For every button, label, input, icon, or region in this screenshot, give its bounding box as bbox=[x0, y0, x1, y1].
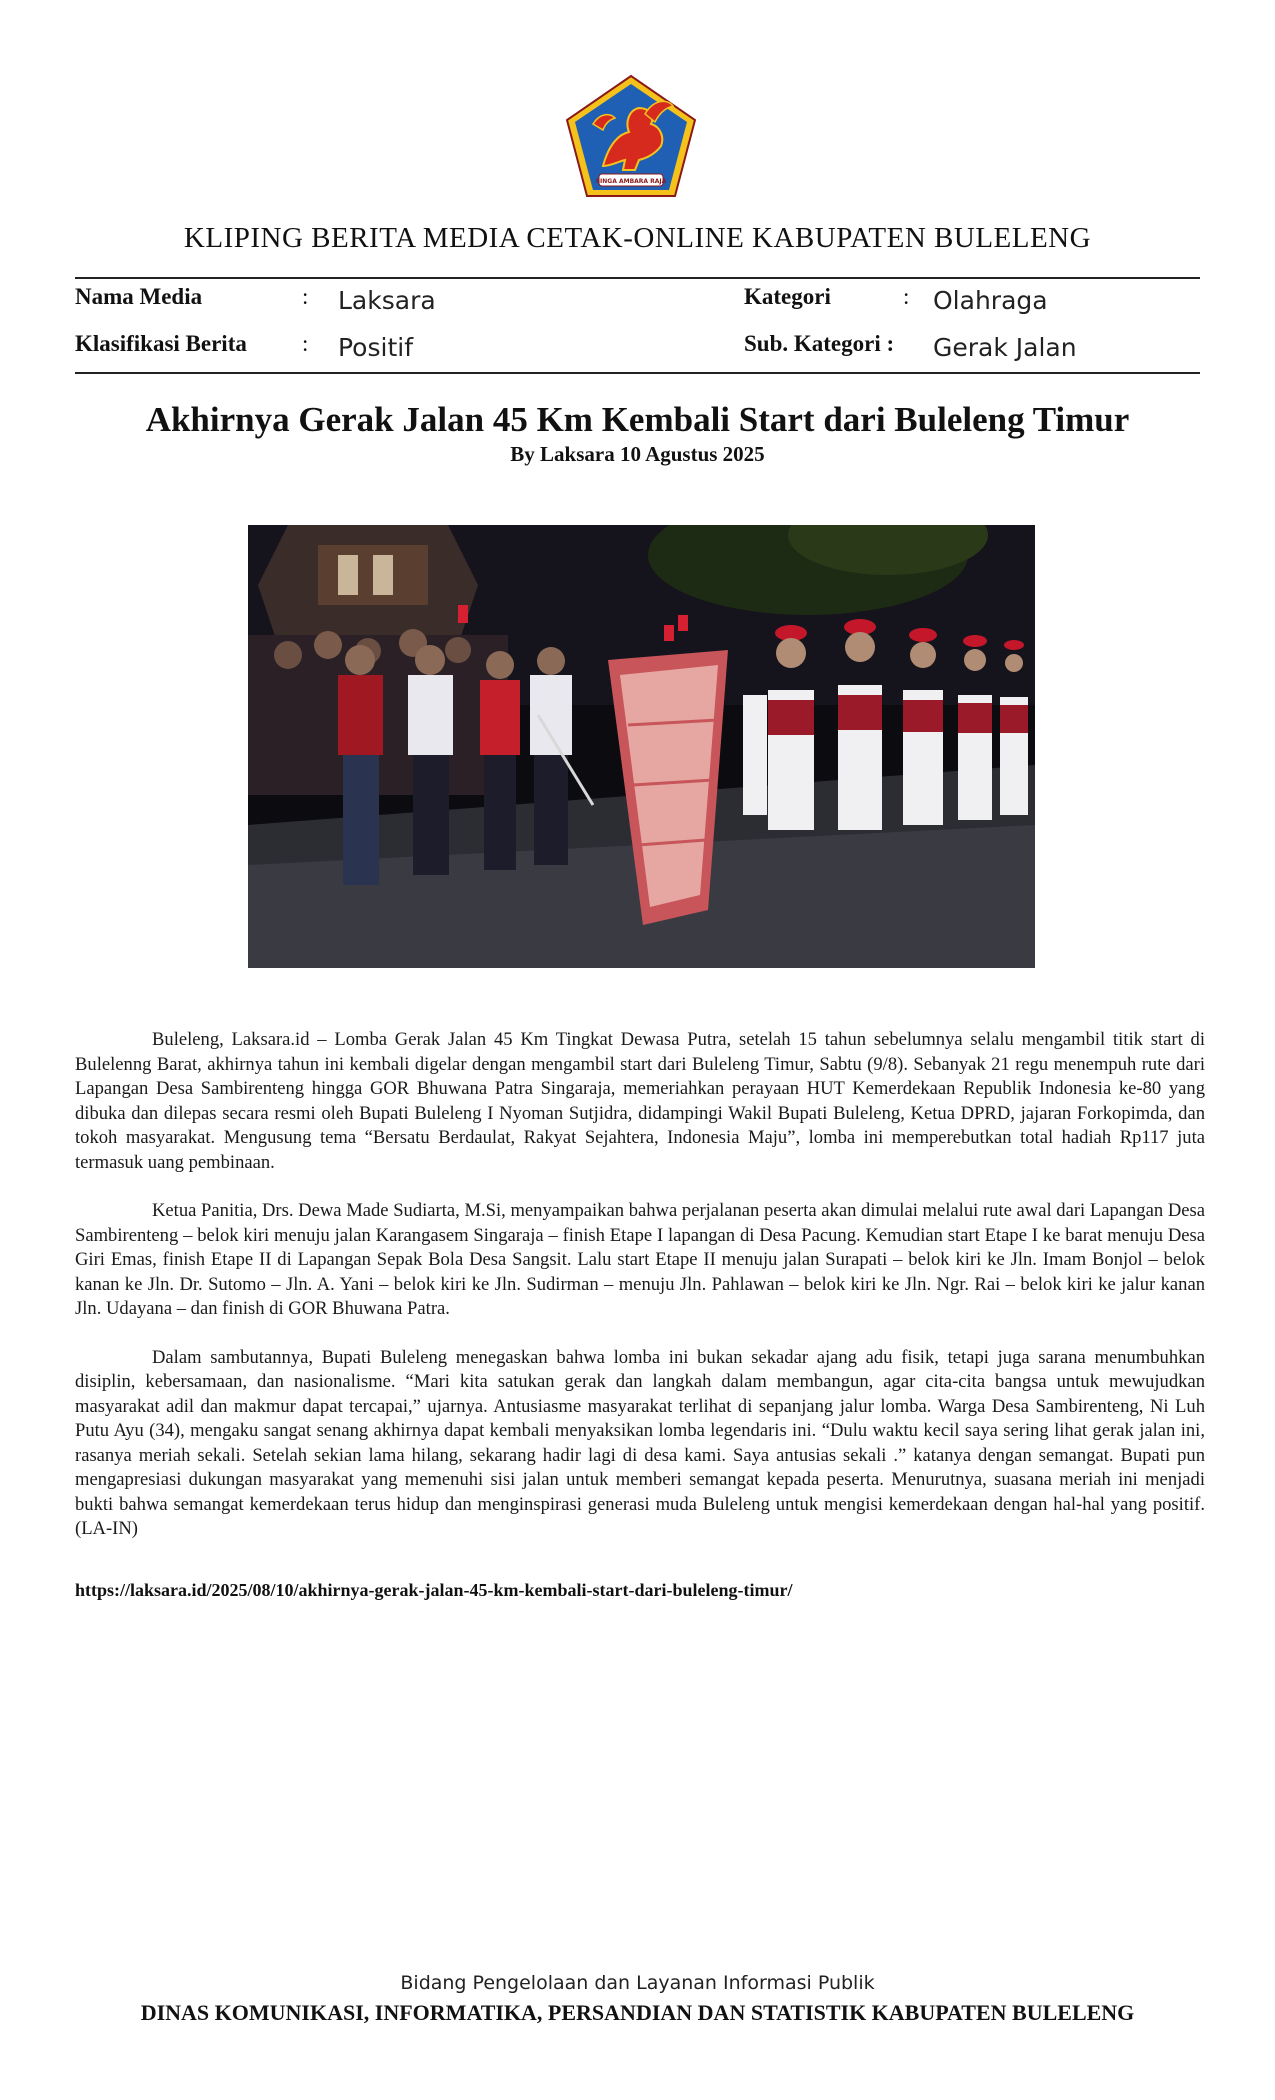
source-url-link[interactable]: https://laksara.id/2025/08/10/akhirnya-gerak-jalan-45-km-kembali-start-dari-buleleng-timur/ bbox=[75, 1580, 793, 1600]
media-label: Nama Media bbox=[75, 284, 203, 309]
article-byline: By Laksara 10 Agustus 2025 bbox=[510, 442, 765, 466]
classification-value: Positif bbox=[338, 333, 413, 362]
header-rule-bottom bbox=[75, 372, 1200, 374]
article-photo bbox=[248, 525, 1035, 968]
classification-label: Klasifikasi Berita bbox=[75, 331, 247, 356]
article-paragraph: Buleleng, Laksara.id – Lomba Gerak Jalan 45 Km Tingkat Dewasa Putra, setelah 15 tahun sebelumnya selalu mengambil titik start di Bulelenng Barat, akhirnya tahun ini kembali digelar dengan mengambil start dari Buleleng Timur, Sabtu (9/8). Sebanyak 21 regu menempuh rute dari Lapangan Desa Sambirenteng hingga GOR Bhuwana Patra Singaraja, memeriahkan perayaan HUT Kemerdekaan Republik Indonesia ke-80 yang dibuka dan dilepas secara resmi oleh Bupati Buleleng I Nyoman Sutjidra, didampingi Wakil Bupati Buleleng, Ketua DPRD, jajaran Forkopimda, dan tokoh masyarakat. Mengusung tema “Bersatu Berdaulat, Rakyat Sejahtera, Indonesia Maju”, lomba ini memperebutkan total hadiah Rp117 juta termasuk uang pembinaan. bbox=[75, 1029, 1205, 1173]
subcategory-value: Gerak Jalan bbox=[933, 333, 1077, 362]
logo-motto: SINGA AMBARA RAJA bbox=[595, 178, 667, 185]
article-paragraph: Dalam sambutannya, Bupati Buleleng menegaskan bahwa lomba ini bukan sekadar ajang adu fisik, tetapi juga sarana menumbuhkan disiplin, kebersamaan, dan nasionalisme. “Mari kita satukan gerak dan langkah dalam membangun, agar cita-cita bangsa untuk mewujudkan masyarakat adil dan makmur dapat tercapai,” ujarnya. Antusiasme masyarakat terlihat di sepanjang jalur lomba. Warga Desa Sambirenteng, Ni Luh Putu Ayu (34), mengaku sangat senang akhirnya dapat kembali menyaksikan lomba legendaris ini. “Dulu waktu kecil saya sering lihat gerak jalan ini, rasanya meriah sekali. Setelah sekian lama hilang, sekarang hadir lagi di desa kami. Saya antusias sekali .” katanya dengan semangat. Bupati pun mengapresiasi dukungan masyarakat yang memenuhi sisi jalan untuk memberi semangat kepada peserta. Menurutnya, suasana meriah ini menjadi bukti bahwa semangat kemerdekaan terus hidup dan menginspirasi generasi muda Buleleng untuk mengisi kemerdekaan dengan hal-hal yang positif. (LA-IN) bbox=[75, 1346, 1205, 1539]
article-body bbox=[75, 1028, 1205, 1566]
category-label: Kategori bbox=[744, 284, 831, 309]
footer-agency: DINAS KOMUNIKASI, INFORMATIKA, PERSANDIAN DAN STATISTIK KABUPATEN BULELENG bbox=[140, 2000, 1135, 2025]
media-value: Laksara bbox=[338, 286, 436, 315]
article-paragraph: Ketua Panitia, Drs. Dewa Made Sudiarta, M.Si, menyampaikan bahwa perjalanan peserta akan dimulai melalui rute awal dari Lapangan Desa Sambirenteng – belok kiri menuju jalan Karangasem Singaraja – finish Etape I lapangan di Desa Pacung. Kemudian start Etape I ke barat menuju Desa Giri Emas, finish Etape II di Lapangan Sepak Bola Desa Sangsit. Lalu start Etape II menuju jalan Surapati – belok kiri ke Jln. Imam Bonjol – belok kanan ke Jln. Dr. Sutomo – Jln. A. Yani – belok kiri ke Jln. Sudirman – menuju Jln. Pahlawan – belok kiri ke Jln. Ngr. Rai – belok kiri ke jalur kanan Jln. Udayana – dan finish di GOR Bhuwana Patra. bbox=[75, 1200, 1205, 1319]
media-colon: : bbox=[302, 284, 309, 309]
header-title: KLIPING BERITA MEDIA CETAK-ONLINE KABUPATEN BULELENG bbox=[183, 222, 1092, 254]
article-title: Akhirnya Gerak Jalan 45 Km Kembali Start dari Buleleng Timur bbox=[145, 400, 1130, 439]
classification-colon: : bbox=[302, 331, 309, 356]
category-colon: : bbox=[903, 284, 910, 309]
header-rule-top bbox=[75, 277, 1200, 279]
subcategory-label: Sub. Kategori : bbox=[744, 331, 895, 356]
buleleng-crest-logo bbox=[563, 74, 699, 200]
category-value: Olahraga bbox=[933, 286, 1048, 315]
footer-department: Bidang Pengelolaan dan Layanan Informasi Publik bbox=[400, 1972, 875, 1994]
